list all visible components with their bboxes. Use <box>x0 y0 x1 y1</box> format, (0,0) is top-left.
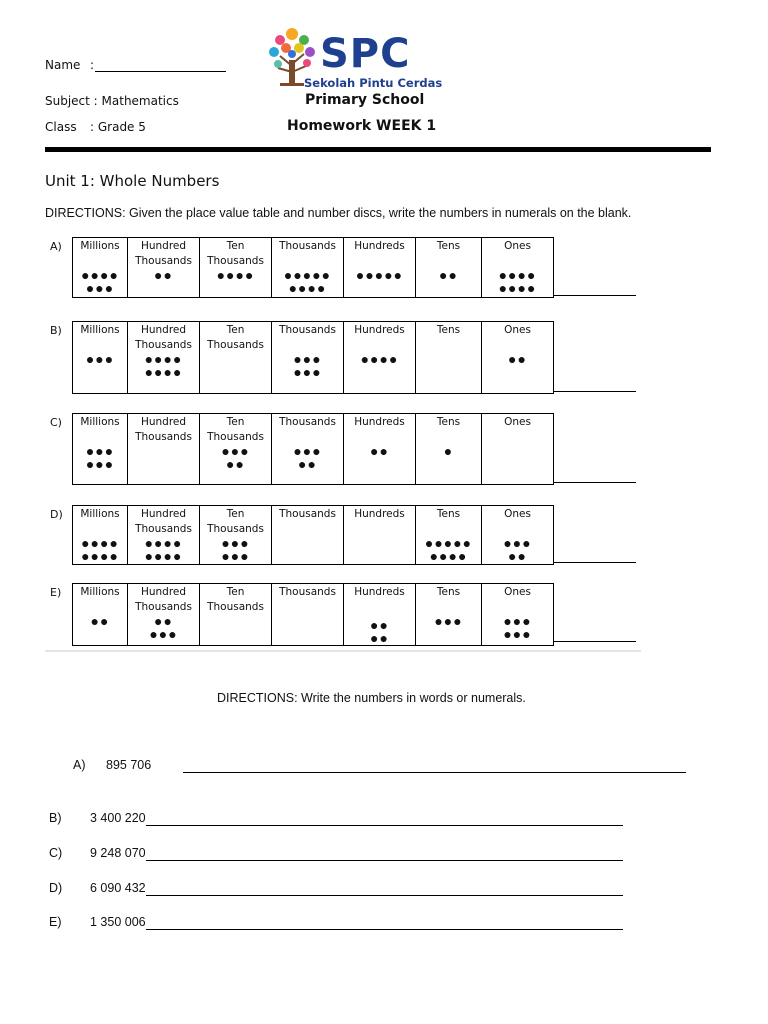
disc-row: ●●● <box>503 535 532 551</box>
number-discs <box>416 445 481 458</box>
column-header: Ones <box>504 324 531 336</box>
place-value-cell <box>200 322 272 394</box>
answer-line[interactable] <box>146 929 623 930</box>
name-colon: : <box>90 58 95 72</box>
disc-row: ●● <box>508 548 527 564</box>
disc-row: ● <box>443 443 454 459</box>
item-label: A) <box>73 758 86 772</box>
item-number: 6 090 432 <box>90 881 146 895</box>
column-header: Millions <box>80 240 120 252</box>
answer-line[interactable] <box>146 860 623 861</box>
item-number: 895 706 <box>106 758 152 772</box>
disc-row: ●●●● <box>144 364 183 380</box>
place-value-cell <box>200 506 272 565</box>
logo-abbr: SPC <box>320 31 411 77</box>
column-header: Ten Thousands <box>207 416 264 443</box>
number-discs <box>73 537 127 563</box>
section-separator <box>45 650 641 652</box>
disc-row: ●●●● <box>81 267 119 283</box>
number-discs <box>482 269 553 295</box>
number-discs <box>200 537 271 563</box>
column-header: Tens <box>436 586 461 598</box>
column-header: Ten Thousands <box>207 324 264 351</box>
disc-row: ●●● <box>221 548 250 564</box>
disc-row: ●●●●● <box>424 535 473 551</box>
header-rule <box>45 147 711 152</box>
column-header: Hundred Thousands <box>135 508 192 535</box>
place-value-cell <box>272 506 344 565</box>
number-discs <box>272 269 343 295</box>
column-header: Tens <box>436 416 461 428</box>
answer-line[interactable] <box>183 772 686 773</box>
column-header: Ones <box>504 416 531 428</box>
column-header: Millions <box>80 324 120 336</box>
disc-row: ●●●● <box>81 535 119 551</box>
place-value-table <box>72 237 554 298</box>
place-value-table <box>72 505 554 565</box>
item-label: D) <box>49 881 63 895</box>
column-header: Millions <box>80 416 120 428</box>
place-value-cell <box>272 414 344 485</box>
school-type: Primary School <box>305 92 425 108</box>
disc-row: ●● <box>90 613 110 629</box>
number-discs <box>200 445 271 471</box>
column-header: Hundred Thousands <box>135 416 192 443</box>
answer-blank[interactable] <box>553 482 636 483</box>
disc-row: ●●●● <box>216 267 255 283</box>
item-number: 3 400 220 <box>90 811 146 825</box>
number-discs <box>272 353 343 379</box>
place-value-cell <box>200 238 272 298</box>
place-value-cell <box>482 414 554 485</box>
place-value-cell <box>482 238 554 298</box>
place-value-table <box>72 413 554 485</box>
question-label: D) <box>50 508 63 521</box>
place-value-cell <box>128 322 200 394</box>
place-value-cell <box>416 238 482 298</box>
column-header: Hundreds <box>354 586 405 598</box>
column-header: Thousands <box>279 324 336 336</box>
disc-row: ●●●● <box>498 280 537 296</box>
disc-row: ●●●● <box>429 548 468 564</box>
answer-blank[interactable] <box>553 641 636 642</box>
number-discs <box>344 269 415 282</box>
place-value-cell <box>73 414 128 485</box>
place-value-cell <box>128 238 200 298</box>
place-value-cell <box>344 584 416 646</box>
question-label: B) <box>50 324 62 337</box>
disc-row: ●●● <box>293 351 322 367</box>
place-value-table <box>72 321 554 394</box>
place-value-cell <box>482 506 554 565</box>
place-value-cell <box>416 414 482 485</box>
number-discs <box>416 615 481 628</box>
place-value-cell <box>416 506 482 565</box>
disc-row: ●●● <box>503 626 532 642</box>
place-value-cell <box>416 322 482 394</box>
number-discs <box>128 353 199 379</box>
disc-row: ●●● <box>503 613 532 629</box>
answer-blank[interactable] <box>553 562 636 563</box>
column-header: Hundreds <box>354 416 405 428</box>
class-label: Class <box>45 120 77 134</box>
disc-row: ●● <box>508 351 527 367</box>
place-value-cell <box>200 414 272 485</box>
column-header: Ones <box>504 508 531 520</box>
disc-row: ●●●● <box>144 351 183 367</box>
number-discs <box>128 269 199 282</box>
item-label: B) <box>49 811 62 825</box>
item-label: E) <box>49 915 62 929</box>
number-discs <box>272 445 343 471</box>
disc-row: ●●●● <box>498 267 537 283</box>
name-blank[interactable] <box>95 71 226 72</box>
number-discs <box>482 537 553 563</box>
unit-title: Unit 1: Whole Numbers <box>45 172 220 190</box>
disc-row: ●●● <box>85 443 115 459</box>
disc-row: ●●● <box>293 443 322 459</box>
place-value-cell <box>73 238 128 298</box>
section2-directions: DIRECTIONS: Write the numbers in words or numerals. <box>217 691 526 705</box>
place-value-cell <box>272 238 344 298</box>
number-discs <box>200 269 271 282</box>
column-header: Thousands <box>279 508 336 520</box>
item-number: 1 350 006 <box>90 915 146 929</box>
answer-line[interactable] <box>146 825 623 826</box>
column-header: Thousands <box>279 240 336 252</box>
column-header: Thousands <box>279 416 336 428</box>
number-discs <box>344 619 415 645</box>
disc-row: ●●● <box>221 443 250 459</box>
disc-row: ●●●● <box>144 548 183 564</box>
question-label: C) <box>50 416 62 429</box>
disc-row: ●●● <box>85 280 115 296</box>
column-header: Hundred Thousands <box>135 240 192 267</box>
column-header: Hundred Thousands <box>135 586 192 613</box>
item-label: C) <box>49 846 63 860</box>
homework-title: Homework WEEK 1 <box>287 118 437 134</box>
disc-row: ●●●● <box>360 351 399 367</box>
place-value-cell <box>344 506 416 565</box>
column-header: Tens <box>436 240 461 252</box>
column-header: Ten Thousands <box>207 508 264 535</box>
number-discs <box>416 537 481 563</box>
answer-blank[interactable] <box>553 391 636 392</box>
subject-label: Subject : Mathematics <box>45 94 179 108</box>
disc-row: ●●●● <box>144 535 183 551</box>
column-header: Millions <box>80 508 120 520</box>
disc-row: ●● <box>154 267 173 283</box>
number-discs <box>344 445 415 458</box>
number-discs <box>73 353 127 366</box>
answer-blank[interactable] <box>553 295 636 296</box>
disc-row: ●● <box>154 613 173 629</box>
disc-row: ●● <box>370 630 389 646</box>
logo-school-name: Sekolah Pintu Cerdas <box>304 76 443 90</box>
number-discs <box>416 269 481 282</box>
disc-row: ●●● <box>85 456 115 472</box>
place-value-cell <box>344 322 416 394</box>
place-value-cell <box>272 322 344 394</box>
question-label: A) <box>50 240 62 253</box>
question-label: E) <box>50 586 62 599</box>
column-header: Ten Thousands <box>207 586 264 613</box>
column-header: Tens <box>436 324 461 336</box>
number-discs <box>128 537 199 563</box>
disc-row: ●● <box>370 443 389 459</box>
column-header: Hundreds <box>354 508 405 520</box>
disc-row: ●●●● <box>81 548 119 564</box>
column-header: Hundred Thousands <box>135 324 192 351</box>
column-header: Tens <box>436 508 461 520</box>
place-value-cell <box>344 238 416 298</box>
disc-row: ●● <box>370 617 389 633</box>
item-number: 9 248 070 <box>90 846 146 860</box>
section1-directions: DIRECTIONS: Given the place value table and number discs, write the numbers in numerals on the blank. <box>45 206 632 220</box>
disc-row: ●● <box>226 456 245 472</box>
place-value-cell <box>416 584 482 646</box>
column-header: Hundreds <box>354 240 405 252</box>
number-discs <box>482 353 553 366</box>
place-value-cell <box>200 584 272 646</box>
place-value-cell <box>344 414 416 485</box>
disc-row: ●●●●● <box>283 267 332 283</box>
answer-line[interactable] <box>146 895 623 896</box>
column-header: Ones <box>504 586 531 598</box>
number-discs <box>73 445 127 471</box>
disc-row: ●●● <box>434 613 463 629</box>
disc-row: ●● <box>439 267 458 283</box>
place-value-cell <box>73 322 128 394</box>
disc-row: ●●● <box>149 626 178 642</box>
disc-row: ●●● <box>85 351 115 367</box>
number-discs <box>482 615 553 641</box>
column-header: Ones <box>504 240 531 252</box>
number-discs <box>128 615 199 641</box>
place-value-cell <box>272 584 344 646</box>
place-value-cell <box>73 584 128 646</box>
disc-row: ●●●●● <box>355 267 404 283</box>
column-header: Thousands <box>279 586 336 598</box>
number-discs <box>344 353 415 366</box>
disc-row: ●● <box>298 456 317 472</box>
number-discs <box>73 615 127 628</box>
column-header: Ten Thousands <box>207 240 264 267</box>
place-value-cell <box>128 414 200 485</box>
name-label: Name <box>45 58 81 72</box>
column-header: Hundreds <box>354 324 405 336</box>
place-value-cell <box>482 322 554 394</box>
disc-row: ●●●● <box>288 280 327 296</box>
column-header: Millions <box>80 586 120 598</box>
disc-row: ●●● <box>293 364 322 380</box>
disc-row: ●●● <box>221 535 250 551</box>
place-value-cell <box>128 584 200 646</box>
place-value-cell <box>482 584 554 646</box>
number-discs <box>73 269 127 295</box>
place-value-cell <box>128 506 200 565</box>
place-value-cell <box>73 506 128 565</box>
place-value-table <box>72 583 554 646</box>
class-value: : Grade 5 <box>90 120 146 134</box>
